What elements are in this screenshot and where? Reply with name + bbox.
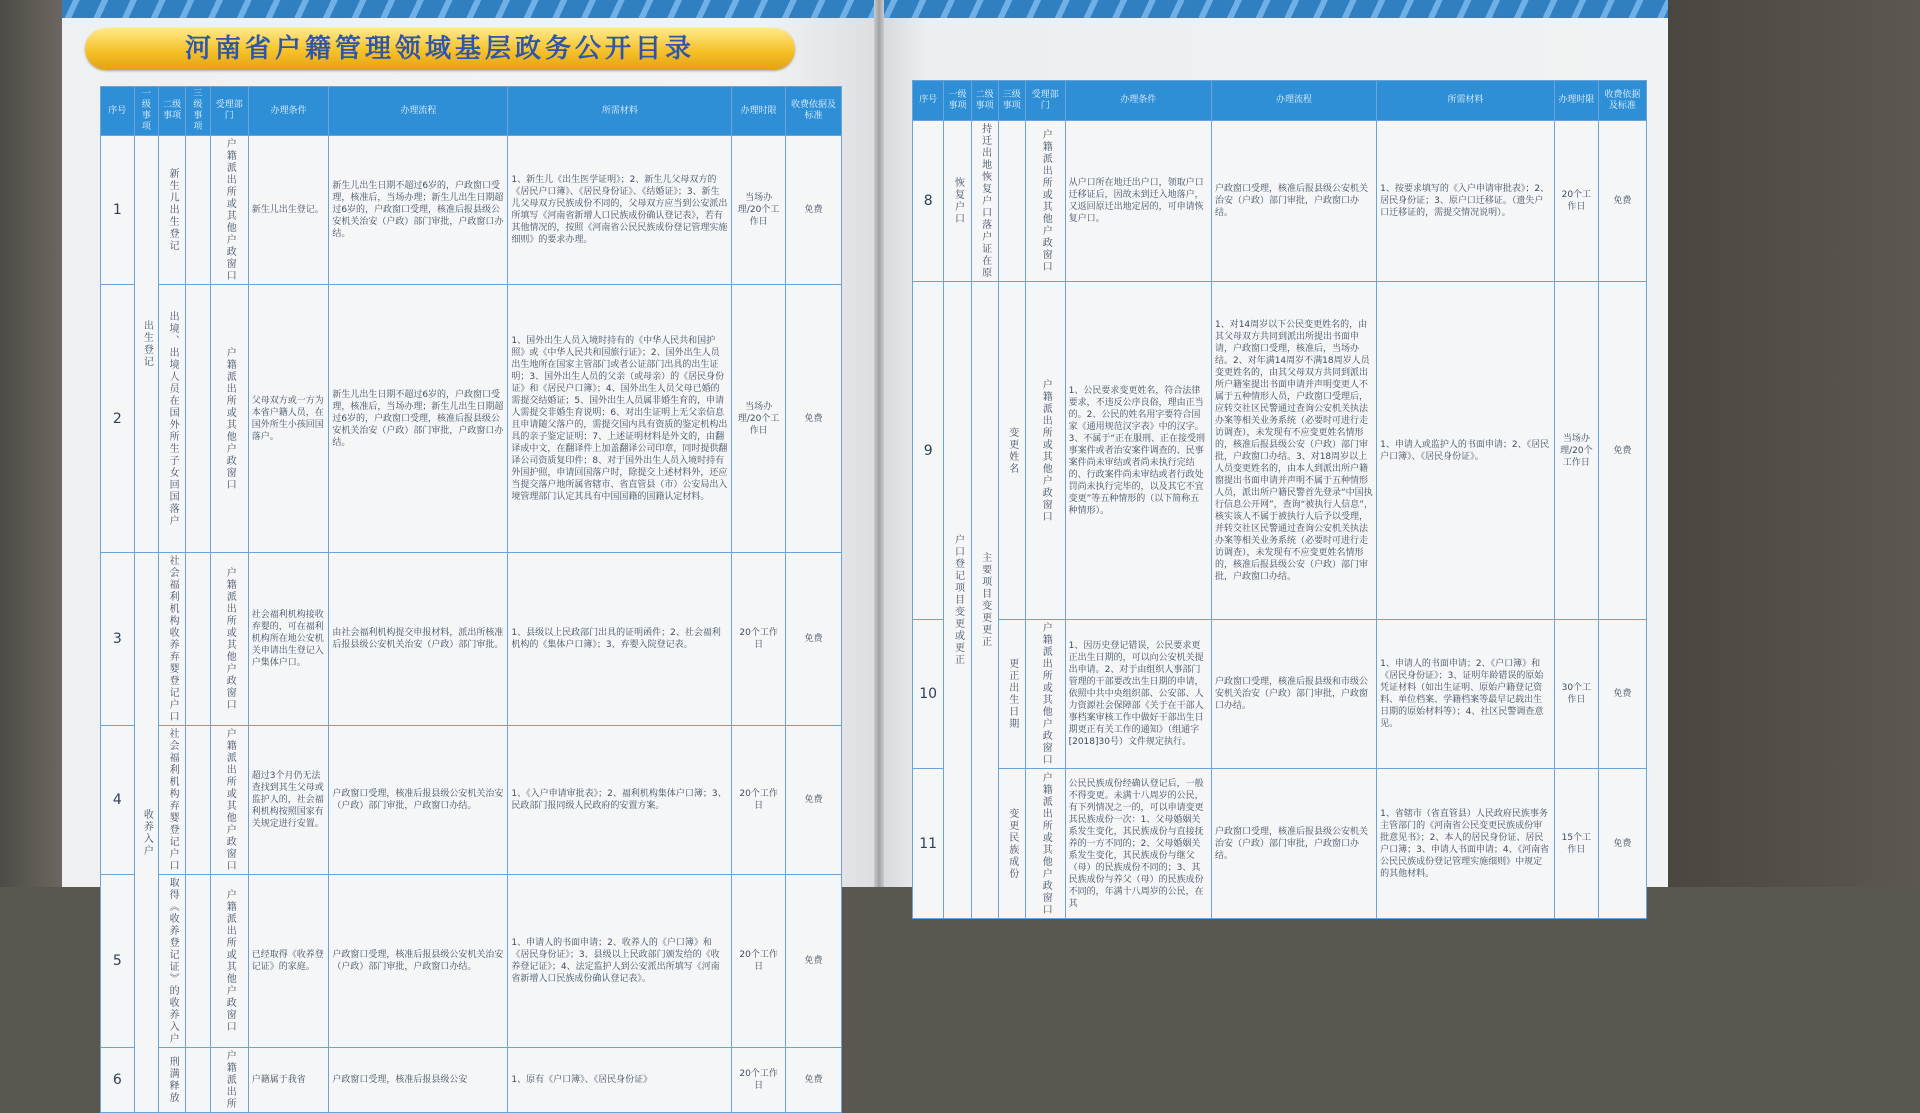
level3-item [186,136,211,285]
process: 户政窗口受理，核准后报县级公安机关治安（户政）部门审批，户政窗口办结。 [1211,769,1376,919]
department: 户籍派出所或其他户政窗口 [210,136,248,285]
process: 新生儿出生日期不超过6岁的，户政窗口受理，核准后，当场办理；新生儿出生日期超过6岁的，户政窗口受理，核准后报县级公安机关治安（户政）部门审批，户政窗口办结。 [329,136,508,285]
level3-item [186,285,211,553]
time-limit: 20个工作日 [732,553,786,726]
department: 户籍派出所或其他户政窗口 [210,285,248,553]
fee: 免费 [785,553,841,726]
condition: 1、公民要求变更姓名，符合法律要求，不违反公序良俗，理由正当的。2、公民的姓名用字要符合国家《通用规范汉字表》中的汉字。3、不属于“正在服刑、正在接受刑事案件或者治安案件调查的、民事案件尚未审结或者尚未执行完结的、行政案件尚未审结或者行政处罚尚未执行完毕的，以及其它不宜变更”等五种情形的（以下简称五种情形）。 [1065,282,1211,620]
fee: 免费 [785,285,841,553]
row-number: 10 [913,620,944,769]
materials: 1、申请人的书面申请；2、《户口簿》和《居民身份证》；3、证明年龄错误的原始凭证材料（如出生证明、原始户籍登记资料、单位档案、学籍档案等最早记载出生日期的原始材料等）；4、社区民警调查意见。 [1377,620,1555,769]
fee: 免费 [1598,769,1646,919]
header-cell: 办理条件 [248,87,329,136]
fee: 免费 [1598,620,1646,769]
process: 户政窗口受理，核准后报县级公安机关治安（户政）部门审批，户政窗口办结。 [329,726,508,875]
condition: 新生儿出生登记。 [248,136,329,285]
level1-item: 恢复户口 [944,121,971,282]
header-cell: 二级事项 [971,81,998,121]
header-cell: 一级事项 [134,87,159,136]
header-cell: 三级事项 [998,81,1025,121]
decorative-band [62,0,880,18]
header-cell: 办理条件 [1065,81,1211,121]
title-banner [85,28,795,70]
fee: 免费 [785,875,841,1048]
row-number: 1 [101,136,135,285]
header-cell: 收费依据及标准 [785,87,841,136]
condition: 社会福利机构接收弃婴的，可在福利机构所在地公安机关申请出生登记入户集体户口。 [248,553,329,726]
condition: 父母双方或一方为本省户籍人员，在国外所生小孩回国落户。 [248,285,329,553]
time-limit: 当场办理/20个工作日 [732,136,786,285]
right-catalog-table [912,80,1647,919]
header-cell: 办理流程 [329,87,508,136]
fee: 免费 [785,1048,841,1113]
department: 户籍派出所或其他户政窗口 [210,553,248,726]
row-number: 5 [101,875,135,1048]
background-edge [0,0,62,887]
table-row [913,121,1647,282]
level1-item: 户口登记项目变更或更正 [944,282,971,919]
level2-item: 新生儿出生登记 [159,136,186,285]
department: 户籍派出所或其他户政窗口 [1025,620,1065,769]
time-limit: 20个工作日 [732,1048,786,1113]
materials: 1、县级以上民政部门出具的证明函件；2、社会福利机构的《集体户口簿》；3、弃婴入院登记表。 [508,553,732,726]
row-number: 6 [101,1048,135,1113]
level2-item: 社会福利机构弃婴登记户口 [159,726,186,875]
condition: 超过3个月仍无法查找到其生父母或监护人的，社会福利机构按照国家有关规定进行安置。 [248,726,329,875]
time-limit: 15个工作日 [1554,769,1598,919]
materials: 1、新生儿《出生医学证明》；2、新生儿父母双方的《居民户口簿》、《居民身份证》、《结婚证》；3、新生儿父母双方民族成份不同的，父母双方应当到公安派出所填写《河南省新增人口民族成份确认登记表》，若有其他情况的，按照《河南省公民民族成份登记管理实施细则》的要求办理。 [508,136,732,285]
level3-item: 变更民族成份 [998,769,1025,919]
header-cell: 办理流程 [1211,81,1376,121]
book-spine [874,0,884,887]
materials: 1、申请人的书面申请；2、收养人的《户口簿》和《居民身份证》；3、县级以上民政部门颁发给的《收养登记证》；4、法定监护人到公安派出所填写《河南省新增人口民族成份确认登记表》。 [508,875,732,1048]
fee: 免费 [1598,121,1646,282]
header-cell: 受理部门 [1025,81,1065,121]
level2-item: 主要项目变更更正 [971,282,998,919]
condition: 公民民族成份经确认登记后，一般不得变更。未满十八周岁的公民，有下列情况之一的，可以申请变更其民族成份一次：1、父母婚姻关系发生变化，其民族成份与直接抚养的一方不同的；2、父母婚姻关系发生变化，其民族成份与继父（母）的民族成份不同的；3、其民族成份与养父（母）的民族成份不同的，年满十八周岁的公民，在其 [1065,769,1211,919]
materials: 1、申请人或监护人的书面申请；2、《居民户口簿》、《居民身份证》。 [1377,282,1555,620]
fee: 免费 [785,136,841,285]
time-limit: 20个工作日 [732,875,786,1048]
table-header-row [913,81,1647,121]
table-row [913,282,1647,620]
row-number: 8 [913,121,944,282]
materials: 1、省辖市（省直管县）人民政府民族事务主管部门的《河南省公民变更民族成份审批意见书》；2、本人的居民身份证、居民户口簿；3、申请人书面申请；4、《河南省公民民族成份登记管理实施细则》中规定的其他材料。 [1377,769,1555,919]
header-cell: 三级事项 [186,87,211,136]
process: 户政窗口受理，核准后报县级公安机关治安（户政）部门审批，户政窗口办结。 [329,875,508,1048]
row-number: 9 [913,282,944,620]
condition: 1、因历史登记错误，公民要求更正出生日期的，可以向公安机关提出申请。2、对于由组织人事部门管理的干部要改出生日期的申请，依照中共中央组织部、公安部、人力资源社会保障部《关于在干部人事档案审核工作中做好干部出生日期更正有关工作的通知》（组通字[2018]30号）文件规定执行。 [1065,620,1211,769]
time-limit: 当场办理/20个工作日 [732,285,786,553]
level2-item: 出境、出境人员在国外所生子女回国落户 [159,285,186,553]
row-number: 11 [913,769,944,919]
row-number: 3 [101,553,135,726]
time-limit: 20个工作日 [732,726,786,875]
header-cell: 二级事项 [159,87,186,136]
department: 户籍派出所或其他户政窗口 [210,726,248,875]
table-row [101,726,842,875]
department: 户籍派出所或其他户政窗口 [1025,121,1065,282]
table-row [101,553,842,726]
header-cell: 收费依据及标准 [1598,81,1646,121]
decorative-band [880,0,1668,18]
department: 户籍派出所或其他户政窗口 [1025,769,1065,919]
department: 户籍派出所或其他户政窗口 [210,875,248,1048]
header-cell: 一级事项 [944,81,971,121]
table-row [913,620,1647,769]
process: 户政窗口受理，核准后报县级公安机关治安（户政）部门审批，户政窗口办结。 [1211,121,1376,282]
materials: 1、原有《户口簿》、《居民身份证》 [508,1048,732,1113]
level2-item: 刑满释放 [159,1048,186,1113]
level3-item [998,121,1025,282]
level3-item [186,553,211,726]
table-row [101,875,842,1048]
time-limit: 当场办理/20个工作日 [1554,282,1598,620]
level3-item: 更正出生日期 [998,620,1025,769]
level3-item [186,1048,211,1113]
level1-item: 出生登记 [134,136,159,553]
process: 户政窗口受理，核准后报县级公安 [329,1048,508,1113]
table-row [913,769,1647,919]
background-right [1668,0,1920,887]
header-cell: 办理时限 [732,87,786,136]
process: 由社会福利机构提交申报材料，派出所核准后报县级公安机关治安（户政）部门审批。 [329,553,508,726]
fee: 免费 [785,726,841,875]
table-row [101,1048,842,1113]
level3-item: 变更姓名 [998,282,1025,620]
header-cell: 办理时限 [1554,81,1598,121]
process: 新生儿出生日期不超过6岁的，户政窗口受理，核准后，当场办理；新生儿出生日期超过6岁的，户政窗口受理，核准后报县级公安机关治安（户政）部门审批，户政窗口办结。 [329,285,508,553]
level2-item: 社会福利机构收养弃婴登记户口 [159,553,186,726]
header-cell: 序号 [913,81,944,121]
header-cell: 所需材料 [508,87,732,136]
level3-item [186,726,211,875]
level2-item: 取得《收养登记证》的收养入户 [159,875,186,1048]
materials: 1、《入户申请审批表》；2、福利机构集体户口簿；3、民政部门报同级人民政府的安置方案。 [508,726,732,875]
table-row [101,136,842,285]
time-limit: 20个工作日 [1554,121,1598,282]
condition: 户籍属于我省 [248,1048,329,1113]
header-cell: 序号 [101,87,135,136]
row-number: 2 [101,285,135,553]
table-row [101,285,842,553]
level3-item [186,875,211,1048]
condition: 已经取得《收养登记证》的家庭。 [248,875,329,1048]
fee: 免费 [1598,282,1646,620]
level2-item: 持迁出地恢复户口落户证在原 [971,121,998,282]
materials: 1、按要求填写的《入户申请审批表》；2、居民身份证；3、原户口迁移证。（遗失户口迁移证的，需提交情况说明）。 [1377,121,1555,282]
left-catalog-table [100,86,842,1113]
condition: 从户口所在地迁出户口，领取户口迁移证后，因故未到迁入地落户，又返回原迁出地定居的，可申请恢复户口。 [1065,121,1211,282]
department: 户籍派出所或其他户政窗口 [1025,282,1065,620]
materials: 1、国外出生人员入境时持有的《中华人民共和国护照》或《中华人民共和国旅行证》；2、国外出生人员出生地所在国家主管部门或者公证部门出具的出生证明；3、国外出生人员的父亲（或母亲）的《居民身份证》和《居民户口簿》；4、国外出生人员父母已婚的需提交结婚证；5、国外出生人员属非婚生育的，申请人需提交非婚生育说明；6、对出生证明上无父亲信息且申请随父落户的，需提交国内具有资质的鉴定机构出具的亲子鉴定证明；7、上述证明材料是外文的，由翻译成中文，在翻译件上加盖翻译公司印章，同时提供翻译公司资质复印件；8、对于国外出生人员入境时持有外国护照，申请回国落户时，除提交上述材料外，还应当提交落户地所属省辖市、省直管县（市）公安局出入境管理部门认定其具有中国国籍的国籍认定材料。 [508,285,732,553]
header-cell: 所需材料 [1377,81,1555,121]
time-limit: 30个工作日 [1554,620,1598,769]
department: 户籍派出所 [210,1048,248,1113]
row-number: 4 [101,726,135,875]
process: 1、对14周岁以下公民变更姓名的，由其父母双方共同到派出所提出书面申请，户政窗口受理，核准后，当场办结。2、对年满14周岁不满18周岁人员变更姓名的，由其父母双方共同到派出所户籍室提出书面申请并声明变更人不属于五种情形人员，户政窗口受理后，应转交社区民警通过查询公安机关执法办案等相关业务系统（必要时可进行走访调查），未发现有不应变更姓名情形的，核准后报县级公安（户政）部门审批，户政窗口办结。3、对18周岁以上人员变更姓名的，由本人到派出所户籍窗提出书面申请并声明不属于五种情形人员，派出所户籍民警首先登录“中国执行信息公开网”，查询“被执行人信息”，核实该人不属于被执行人后予以受理，并转交社区民警通过查询公安机关执法办案等相关业务系统（必要时可进行走访调查），未发现有不应变更姓名情形的，核准后报县级公安（户政）部门审批，户政窗口办结。 [1211,282,1376,620]
table-header-row [101,87,842,136]
process: 户政窗口受理，核准后报县级和市级公安机关治安（户政）部门审批，户政窗口办结。 [1211,620,1376,769]
header-cell: 受理部门 [210,87,248,136]
page-title: 河南省户籍管理领域基层政务公开目录 [184,34,695,64]
level1-item: 收养入户 [134,553,159,1113]
